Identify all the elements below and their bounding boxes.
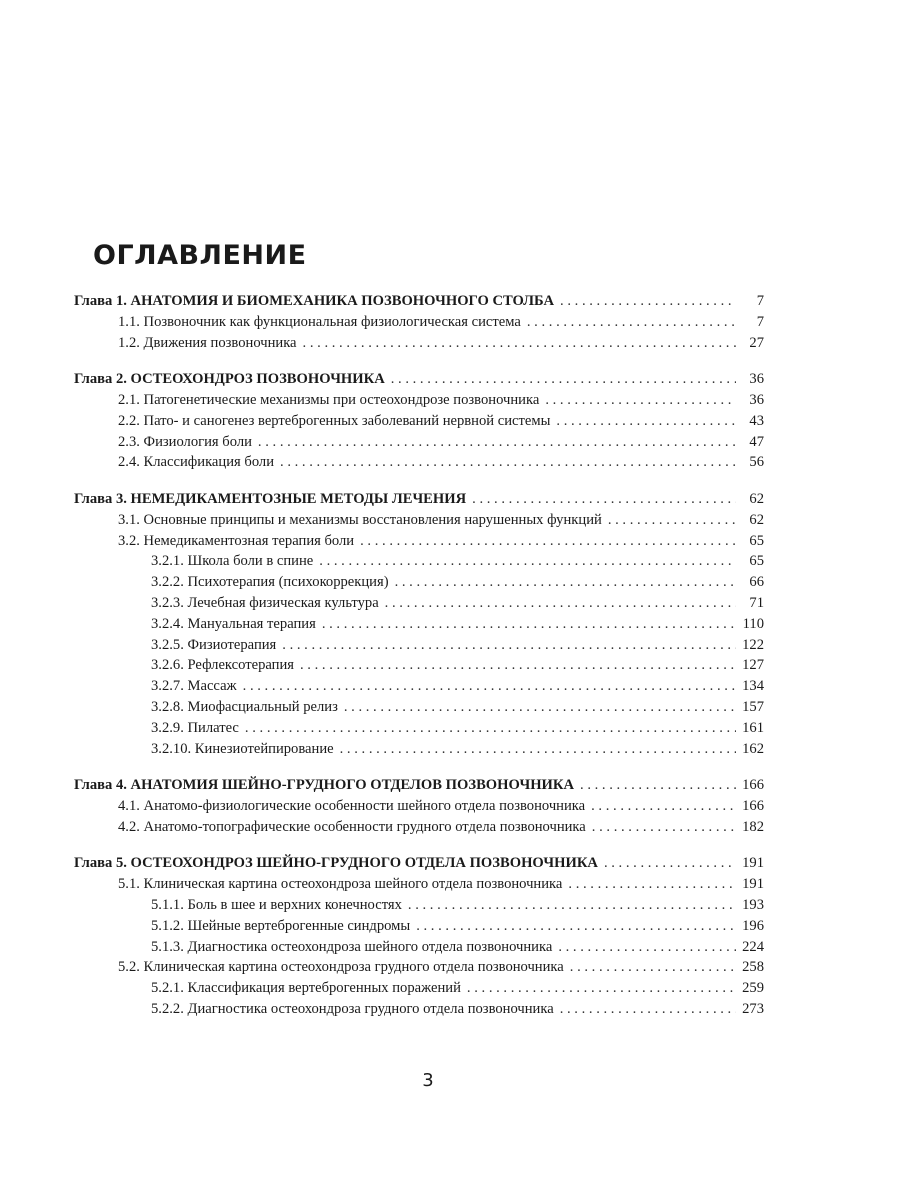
toc-entry-page: 134 [742, 678, 764, 695]
toc-dot-leader [340, 739, 736, 760]
toc-entry-page: 71 [749, 594, 764, 611]
toc-dot-leader [391, 369, 736, 390]
toc-entry-page: 193 [742, 896, 764, 913]
toc-dot-leader [395, 572, 736, 593]
toc-entry-title: 5.1.1. Боль в шее и верхних конечностях [151, 896, 402, 913]
toc-dot-leader [360, 531, 736, 552]
toc-entry-title: 3.2.1. Школа боли в спине [151, 553, 314, 570]
toc-dot-leader [280, 452, 736, 473]
toc-entry-title: 2.3. Физиология боли [118, 433, 252, 450]
toc-entry-title: 3.2.7. Массаж [151, 678, 237, 695]
toc-entry [74, 312, 764, 333]
toc-chapter-section [74, 489, 764, 759]
toc-entry [74, 895, 764, 916]
toc-chapter-entry [74, 369, 764, 390]
toc-entry-title: 1.1. Позвоночник как функциональная физиологическая система [118, 313, 521, 330]
toc-chapter-entry [74, 291, 764, 312]
toc-entry-page: 36 [749, 371, 764, 388]
toc-dot-leader [319, 551, 736, 572]
toc-entry-title: 2.1. Патогенетические механизмы при остеохондрозе позвоночника [118, 391, 540, 408]
toc-entry [74, 572, 764, 593]
toc-entry-page: 224 [742, 938, 764, 955]
toc-entry-page: 182 [742, 818, 764, 835]
toc-entry [74, 614, 764, 635]
toc-dot-leader [243, 676, 736, 697]
toc-dot-leader [591, 796, 736, 817]
toc-entry [74, 432, 764, 453]
toc-entry [74, 452, 764, 473]
toc-entry-page: 166 [742, 777, 764, 794]
toc-entry-page: 127 [742, 657, 764, 674]
toc-entry-page: 196 [742, 917, 764, 934]
toc-entry-page: 47 [749, 433, 764, 450]
toc-entry-title: 1.2. Движения позвоночника [118, 334, 297, 351]
toc-entry [74, 510, 764, 531]
toc-entry-title: Глава 1. АНАТОМИЯ И БИОМЕХАНИКА ПОЗВОНОЧНОГО СТОЛБА [74, 293, 555, 309]
toc-entry-page: 259 [742, 980, 764, 997]
toc-dot-leader [568, 874, 736, 895]
toc-entry-title: 3.2.3. Лечебная физическая культура [151, 594, 379, 611]
toc-entry-title: 5.1.3. Диагностика остеохондроза шейного отдела позвоночника [151, 938, 553, 955]
toc-chapter-entry [74, 489, 764, 510]
toc-entry-page: 162 [742, 740, 764, 757]
toc-dot-leader [556, 411, 736, 432]
toc-entry-page: 166 [742, 797, 764, 814]
toc-entry [74, 333, 764, 354]
toc-dot-leader [408, 895, 736, 916]
toc-dot-leader [592, 817, 736, 838]
toc-entry-title: 5.2.2. Диагностика остеохондроза грудного отдела позвоночника [151, 1000, 554, 1017]
toc-dot-leader [245, 718, 736, 739]
toc-dot-leader [467, 978, 736, 999]
toc-dot-leader [303, 333, 736, 354]
toc-entry-page: 110 [742, 615, 764, 632]
toc-dot-leader [282, 635, 736, 656]
toc-entry [74, 817, 764, 838]
toc-entry-page: 66 [749, 574, 764, 591]
toc-entry [74, 978, 764, 999]
toc-entry-title: 4.2. Анатомо-топографические особенности грудного отдела позвоночника [118, 818, 586, 835]
toc-entry-page: 161 [742, 719, 764, 736]
toc-entry [74, 999, 764, 1020]
toc-entry-title: 4.1. Анатомо-физиологические особенности шейного отдела позвоночника [118, 797, 586, 814]
toc-entry-title: 3.2.4. Мануальная терапия [151, 615, 316, 632]
toc-entry-title: 3.2.5. Физиотерапия [151, 636, 277, 653]
toc-entry-page: 191 [742, 876, 764, 893]
toc-chapter-entry [74, 775, 764, 796]
toc-entry [74, 411, 764, 432]
toc-entry [74, 697, 764, 718]
toc-dot-leader [604, 853, 736, 874]
toc-entry-page: 7 [756, 293, 764, 309]
table-of-contents [74, 291, 764, 1035]
toc-entry [74, 676, 764, 697]
toc-entry-page: 122 [742, 636, 764, 653]
toc-entry-title: 3.1. Основные принципы и механизмы восстановления нарушенных функций [118, 511, 602, 528]
page-number: 3 [422, 1070, 434, 1091]
toc-entry [74, 635, 764, 656]
toc-entry [74, 593, 764, 614]
toc-chapter-section [74, 775, 764, 837]
toc-dot-leader [344, 697, 736, 718]
toc-entry-page: 191 [742, 855, 764, 872]
toc-entry-page: 43 [749, 412, 764, 429]
toc-entry [74, 874, 764, 895]
toc-entry-title: Глава 2. ОСТЕОХОНДРОЗ ПОЗВОНОЧНИКА [74, 371, 385, 388]
toc-entry [74, 718, 764, 739]
toc-entry-title: 2.2. Пато- и саногенез вертеброгенных заболеваний нервной системы [118, 412, 551, 429]
toc-entry-page: 258 [742, 959, 764, 976]
toc-dot-leader [385, 593, 736, 614]
toc-dot-leader [545, 390, 736, 411]
toc-entry-title: Глава 3. НЕМЕДИКАМЕНТОЗНЫЕ МЕТОДЫ ЛЕЧЕНИЯ [74, 490, 467, 507]
toc-dot-leader [300, 655, 736, 676]
toc-entry [74, 551, 764, 572]
toc-entry-page: 157 [742, 698, 764, 715]
toc-heading: ОГЛАВЛЕНИЕ [93, 240, 307, 271]
toc-dot-leader [527, 312, 736, 333]
toc-chapter-section [74, 369, 764, 473]
toc-dot-leader [560, 291, 736, 312]
toc-entry-title: 5.1. Клиническая картина остеохондроза шейного отдела позвоночника [118, 876, 563, 893]
toc-chapter-entry [74, 853, 764, 874]
toc-dot-leader [258, 432, 736, 453]
toc-entry-page: 27 [749, 334, 764, 351]
toc-entry-page: 56 [749, 454, 764, 471]
toc-entry-title: 5.1.2. Шейные вертеброгенные синдромы [151, 917, 411, 934]
toc-entry-page: 62 [749, 490, 764, 507]
toc-dot-leader [416, 916, 736, 937]
toc-dot-leader [560, 999, 736, 1020]
toc-entry [74, 957, 764, 978]
toc-entry-title: Глава 5. ОСТЕОХОНДРОЗ ШЕЙНО-ГРУДНОГО ОТДЕЛА ПОЗВОНОЧНИКА [74, 855, 598, 872]
toc-entry-title: 3.2.2. Психотерапия (психокоррекция) [151, 574, 389, 591]
toc-entry-title: 5.2.1. Классификация вертеброгенных поражений [151, 980, 461, 997]
toc-dot-leader [570, 957, 736, 978]
toc-entry-page: 65 [749, 553, 764, 570]
toc-dot-leader [580, 775, 736, 796]
toc-entry-title: 3.2.6. Рефлексотерапия [151, 657, 294, 674]
toc-entry-page: 36 [749, 391, 764, 408]
toc-dot-leader [558, 937, 736, 958]
toc-entry-title: 3.2.9. Пилатес [151, 719, 239, 736]
toc-entry [74, 739, 764, 760]
toc-entry [74, 937, 764, 958]
toc-entry-page: 7 [756, 313, 764, 330]
toc-entry-page: 273 [742, 1000, 764, 1017]
toc-chapter-section [74, 853, 764, 1019]
toc-entry [74, 655, 764, 676]
toc-entry-title: Глава 4. АНАТОМИЯ ШЕЙНО-ГРУДНОГО ОТДЕЛОВ ПОЗВОНОЧНИКА [74, 777, 575, 794]
toc-entry-page: 65 [749, 532, 764, 549]
toc-entry-title: 3.2.8. Миофасциальный релиз [151, 698, 338, 715]
toc-entry-title: 2.4. Классификация боли [118, 454, 275, 471]
toc-entry [74, 531, 764, 552]
toc-entry-title: 5.2. Клиническая картина остеохондроза грудного отдела позвоночника [118, 959, 564, 976]
toc-entry-title: 3.2.10. Кинезиотейпирование [151, 740, 334, 757]
toc-entry [74, 796, 764, 817]
toc-entry [74, 916, 764, 937]
toc-entry [74, 390, 764, 411]
toc-dot-leader [608, 510, 736, 531]
toc-dot-leader [322, 614, 736, 635]
toc-entry-title: 3.2. Немедикаментозная терапия боли [118, 532, 355, 549]
toc-dot-leader [472, 489, 736, 510]
toc-chapter-section [74, 291, 764, 353]
toc-entry-page: 62 [749, 511, 764, 528]
